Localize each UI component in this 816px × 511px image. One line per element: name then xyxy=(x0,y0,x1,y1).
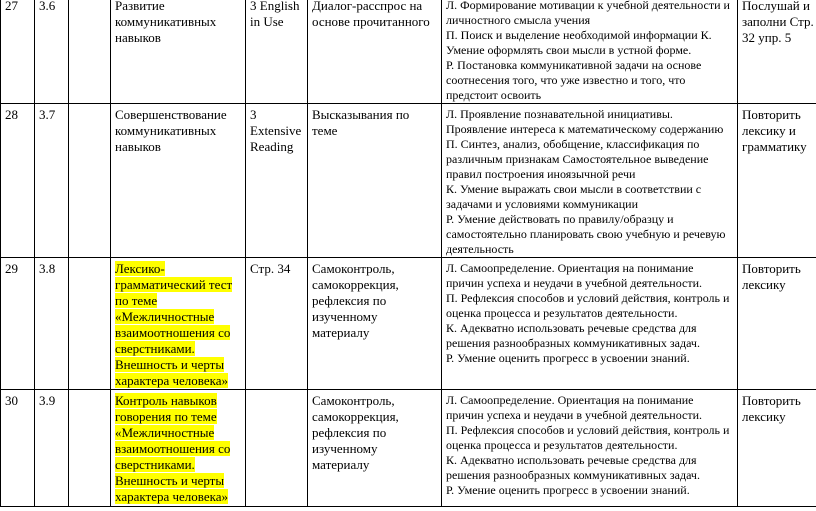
lesson-number: 28 xyxy=(1,104,35,258)
lesson-topic-text: Совершенствование коммуникативных навыков xyxy=(115,107,227,154)
lesson-material xyxy=(246,390,308,507)
lesson-topic-text: Лексико-грамматический тест по теме «Межличностные взаимоотношения со сверстниками. Внешность и черты характера человека» xyxy=(115,261,233,388)
lesson-topic-text: Контроль навыков говорения по теме «Межличностные взаимоотношения со сверстниками. Внешность и черты характера человека» xyxy=(115,393,231,504)
uud-line: К. Адекватно использовать речевые средства для решения разнообразных коммуникативных задач. xyxy=(446,453,700,482)
lesson-uud xyxy=(442,0,738,104)
lesson-topic xyxy=(111,390,246,507)
uud-line: Л. Самоопределение. Ориентация на понимание причин успеха и неудачи в учебной деятельности. xyxy=(446,261,703,290)
empty-cell xyxy=(69,0,111,104)
lesson-homework: Послушай и заполни Стр. 32 упр. 5 xyxy=(738,0,816,104)
uud-line: Л. Самоопределение. Ориентация на понимание причин успеха и неудачи в учебной деятельности. xyxy=(446,393,703,422)
uud-line: К. Адекватно использовать речевые средства для решения разнообразных коммуникативных задач. xyxy=(446,321,700,350)
uud-line: Р. Умение действовать по правилу/образцу и самостоятельно планировать свою учебную и речевую деятельность xyxy=(446,212,726,256)
lesson-topic-text: Развитие коммуникативных навыков xyxy=(115,0,217,45)
lesson-material: 3 Extensive Reading xyxy=(246,104,308,258)
lesson-material: 3 English in Use xyxy=(246,0,308,104)
lesson-activity: Диалог-расспрос на основе прочитанного xyxy=(308,0,442,104)
lesson-topic xyxy=(111,0,246,104)
lesson-number: 30 xyxy=(1,390,35,507)
lesson-activity: Самоконтроль, самокоррекция, рефлексия по изученному материалу xyxy=(308,258,442,390)
table-row xyxy=(1,390,816,507)
lesson-activity: Самоконтроль, самокоррекция, рефлексия по изученному материалу xyxy=(308,390,442,507)
empty-cell xyxy=(69,258,111,390)
lesson-topic xyxy=(111,258,246,390)
uud-line: К. Умение выражать свои мысли в соответствии с задачами и условиями коммуникации xyxy=(446,182,702,211)
empty-cell xyxy=(69,390,111,507)
uud-line: П. Рефлексия способов и условий действия, контроль и оценка процесса и результатов деятельности. xyxy=(446,291,730,320)
lesson-number: 29 xyxy=(1,258,35,390)
lesson-uud xyxy=(442,104,738,258)
lesson-homework: Повторить лексику xyxy=(738,258,816,390)
uud-line: П. Поиск и выделение необходимой информации К. Умение оформлять свои мысли в устной форме. xyxy=(446,28,712,57)
lesson-uud xyxy=(442,258,738,390)
uud-line: Р. Умение оценить прогресс в усвоении знаний. xyxy=(446,351,690,365)
lesson-code: 3.9 xyxy=(35,390,69,507)
lesson-number: 27 xyxy=(1,0,35,104)
table-body xyxy=(1,0,816,507)
empty-cell xyxy=(69,104,111,258)
lesson-homework: Повторить лексику xyxy=(738,390,816,507)
lesson-material: Стр. 34 xyxy=(246,258,308,390)
uud-line: П. Синтез, анализ, обобщение, классификация по различным признакам Самостоятельное выведение правил построения иноязычной речи xyxy=(446,137,709,181)
uud-line: Л. Формирование мотивации к учебной деятельности и личностного смысла учения xyxy=(446,0,730,27)
table-row xyxy=(1,104,816,258)
uud-line: Л. Проявление познавательной инициативы. Проявление интереса к математическому содержанию xyxy=(446,107,724,136)
lesson-uud xyxy=(442,390,738,507)
lesson-homework: Повторить лексику и грамматику xyxy=(738,104,816,258)
uud-line: П. Рефлексия способов и условий действия, контроль и оценка процесса и результатов деятельности. xyxy=(446,423,730,452)
lesson-code: 3.6 xyxy=(35,0,69,104)
lesson-code: 3.8 xyxy=(35,258,69,390)
table-row xyxy=(1,258,816,390)
lesson-code: 3.7 xyxy=(35,104,69,258)
uud-line: Р. Умение оценить прогресс в усвоении знаний. xyxy=(446,483,690,497)
lesson-activity: Высказывания по теме xyxy=(308,104,442,258)
uud-line: Р. Постановка коммуникативной задачи на основе соотнесения того, что уже известно и того, что предстоит освоить xyxy=(446,58,702,102)
table-row xyxy=(1,0,816,104)
lesson-topic xyxy=(111,104,246,258)
